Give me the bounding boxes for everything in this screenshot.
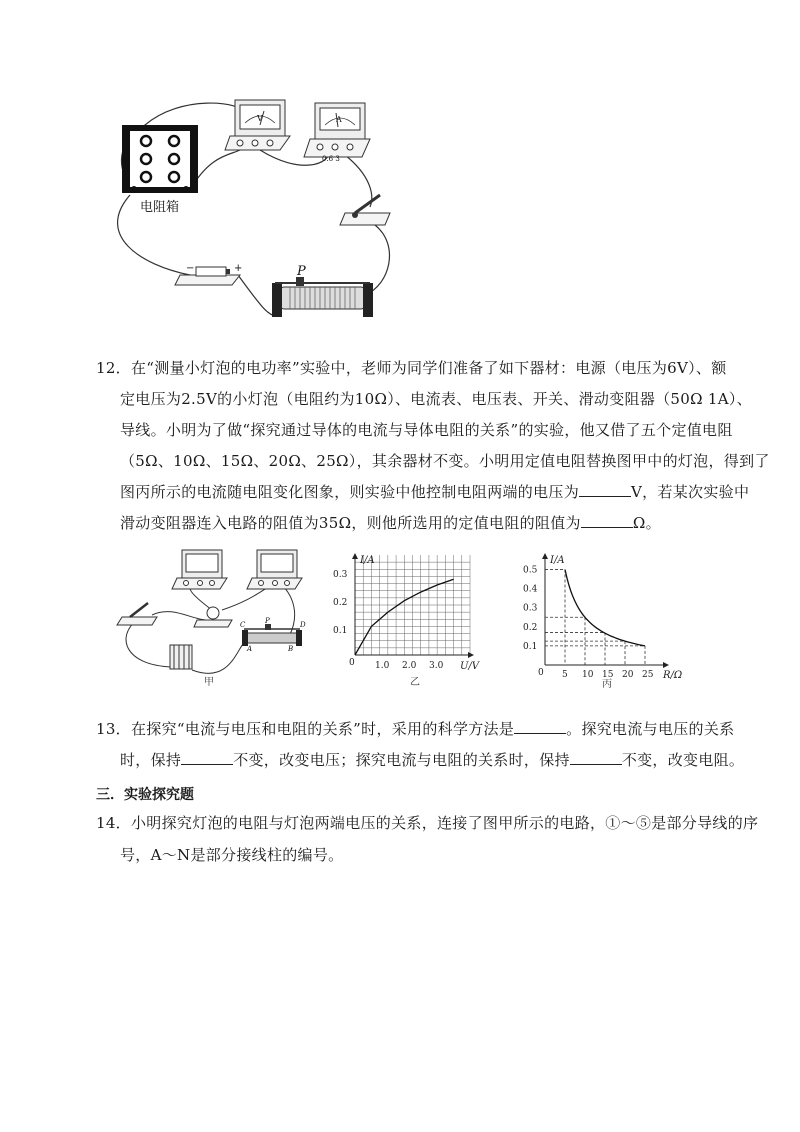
bing-xtick-label: 15 [602,670,614,680]
slider-label: P [297,264,306,279]
bing-origin: 0 [538,668,544,678]
q12-number: 12． [96,359,131,377]
bing-xlabel: R/Ω [663,670,683,681]
yi-xtick-label: 1.0 [375,661,390,671]
caption-bing: 丙 [602,679,612,690]
circuit-figure-resistance-box [100,95,520,335]
q12-line-4: （5Ω、10Ω、15Ω、20Ω、25Ω），其余器材不变。小明用定值电阻替换图甲中的灯泡，得到了 [120,452,770,470]
svg-text:B: B [288,645,294,653]
answer-blank-method[interactable] [514,719,566,734]
bing-xtick-label: 25 [642,670,654,680]
q12-line-2: 定电压为2.5V的小灯泡（电阻约为10Ω）、电流表、电压表、开关、滑动变阻器（50Ω 1A）、 [120,390,752,408]
q12-line-6: 滑动变阻器连入电路的阻值为35Ω，则他所选用的定值电阻的阻值为 Ω。 [120,514,661,532]
circuit-figure-jia [112,545,322,690]
q12-line-1: 12．在“测量小灯泡的电功率”实验中，老师为同学们准备了如下器材：电源（电压为6V）、额 [96,359,727,377]
yi-xtick-label: 3.0 [429,661,444,671]
q12-line-5: 图丙所示的电流随电阻变化图象，则实验中他控制电阻两端的电压为 V，若某次实验中 [120,483,750,501]
bing-ylabel: I/A [550,555,565,566]
caption-yi: 乙 [410,677,420,688]
voltmeter-letter: V [257,114,263,123]
battery [175,267,240,285]
q14-line-1: 14．小明探究灯泡的电阻与灯泡两端电压的关系，连接了图甲所示的电路，①～⑤是部分导线的序 [96,814,759,832]
q14-number: 14． [96,814,131,832]
bing-ytick-label: 0.2 [523,622,538,633]
caption-jia: 甲 [204,677,214,688]
bing-ytick-label: 0.3 [523,603,538,614]
resistance-box [122,125,198,193]
battery-minus: − [186,263,195,274]
yi-grid [355,555,470,655]
yi-origin: 0 [349,658,355,668]
chart-bing [520,545,695,690]
q14-line-2: 号，A～N是部分接线柱的编号。 [120,846,344,864]
bing-xtick-label: 5 [562,670,568,680]
q13-line-2: 时，保持 不变，改变电压；探究电流与电阻的关系时，保持 不变，改变电阻。 [120,751,745,769]
ammeter-terminals: 0.6 3 [322,155,340,163]
svg-text:C: C [240,621,246,629]
ammeter [304,103,370,157]
yi-ytick-label: 0.1 [333,626,348,636]
answer-blank-voltage[interactable] [579,482,631,497]
switch [340,195,390,225]
q13-line-1: 13．在探究“电流与电压和电阻的关系”时，采用的科学方法是 。探究电流与电压的关系 [96,720,735,738]
bing-xtick-label: 10 [582,670,594,680]
chart-yi [330,545,500,690]
q13-number: 13． [96,720,131,738]
yi-ytick-label: 0.3 [333,570,348,580]
bing-ytick-label: 0.5 [523,565,538,576]
answer-blank-constant-1[interactable] [181,750,233,765]
battery-plus: + [234,263,243,274]
bing-xtick-label: 20 [622,670,634,680]
yi-ytick-label: 0.2 [333,598,348,608]
svg-text:P: P [265,617,270,625]
yi-ylabel: I/A [360,555,375,566]
answer-blank-constant-2[interactable] [570,750,622,765]
ammeter-letter: A [336,115,342,124]
yi-xlabel: U/V [460,661,480,672]
yi-xtick-label: 2.0 [402,661,417,671]
resistance-box-label: 电阻箱 [140,200,180,215]
q12-line-3: 导线。小明为了做“探究通过导体的电流与导体电阻的关系”的实验，他又借了五个定值电阻 [120,421,733,439]
bing-ytick-label: 0.4 [523,584,538,595]
answer-blank-resistance[interactable] [581,513,633,528]
svg-text:D: D [300,621,306,629]
rheostat [272,277,373,317]
section-heading: 三．实验探究题 [96,787,194,803]
voltmeter [225,100,290,150]
svg-text:A: A [247,645,253,653]
bing-ytick-label: 0.1 [523,641,538,652]
